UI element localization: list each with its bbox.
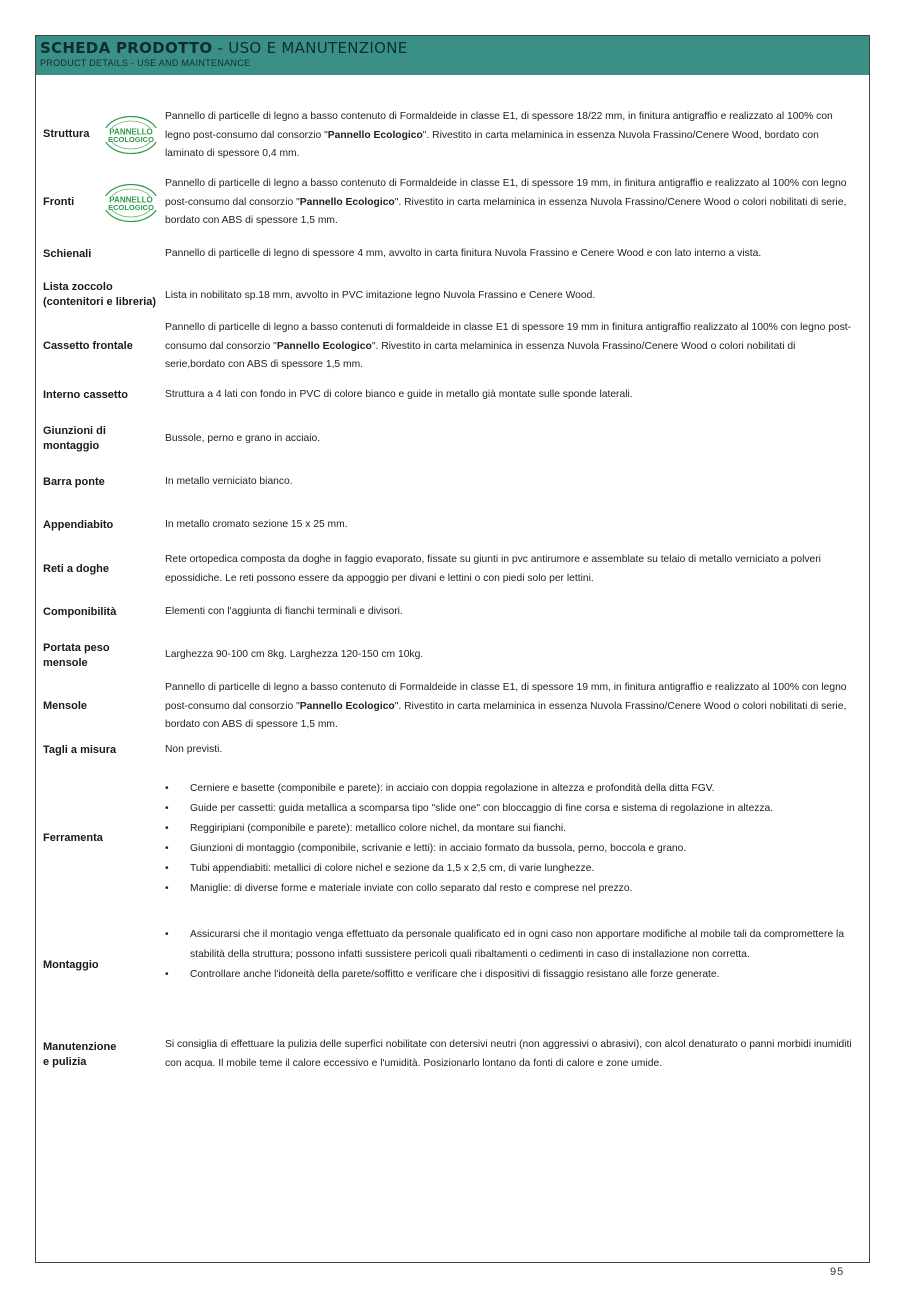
label-fronti: Fronti <box>43 196 75 208</box>
text-schienali: Pannello di particelle di legno di spessore 4 mm, avvolto in carta finitura Nuvola Frassino e Cenere Wood e con lato interno a vista. <box>165 248 762 259</box>
list-item: • Reggiripiani (componibile e parete): metallico colore nichel, da montare sui fianchi. <box>165 819 855 839</box>
page-frame <box>35 35 870 1263</box>
list-item: • Assicurarsi che il montagio venga effettuato da personale qualificato ed in ogni caso non apportare modifiche al mobile tali da compromettere la stabilità della struttura; possono infatti sussistere pericoli quali ribaltamenti o cedimenti in caso di installazione non corretta. <box>165 925 855 965</box>
label-componibilita: Componibilità <box>43 606 117 618</box>
svg-text:PANNELLO: PANNELLO <box>109 127 153 137</box>
header-title: SCHEDA PRODOTTO - USO E MANUTENZIONE <box>40 39 408 57</box>
page-number: 95 <box>830 1266 845 1278</box>
text-interno-cassetto: Struttura a 4 lati con fondo in PVC di colore bianco e guide in metallo già montate sulle sponde laterali. <box>165 389 633 400</box>
text-manutenzione: Si consiglia di effettuare la pulizia delle superfici nobilitate con detersivi neutri (non aggressivi o abrasivi), con alcol denaturato o panni morbidi inumiditi con acqua. Il mobile teme il calore eccessivo e l'umidità. Posizionarlo lontano da fonti di calore e zone umide. <box>165 1039 852 1069</box>
text-appendiabito: In metallo cromato sezione 15 x 25 mm. <box>165 519 348 530</box>
label-giunzioni: Giunzioni di montaggio <box>43 425 106 452</box>
text-portata-peso: Larghezza 90-100 cm 8kg. Larghezza 120-150 cm 10kg. <box>165 649 424 660</box>
label-portata-peso: Portata peso mensole <box>43 642 110 669</box>
text-lista-zoccolo: Lista in nobilitato sp.18 mm, avvolto in PVC imitazione legno Nuvola Frassino e Cenere Wood. <box>165 290 596 301</box>
text-struttura: Pannello di particelle di legno a basso contenuto di Formaldeide in classe E1, di spessore 18/22 mm, in finitura antigraffio e realizzato al 100% con legno post-consumo dal consorzio "Pannello Ecologico". Rivestito in carta melaminica in essenza Nuvola Frassino/Cenere Wood, bordato con laminato di spessore 0,4 mm. <box>165 111 833 159</box>
label-mensole: Mensole <box>43 700 88 712</box>
svg-text:ECOLOGICO: ECOLOGICO <box>108 203 154 212</box>
pannello-ecologico-logo <box>102 183 160 223</box>
svg-text:ECOLOGICO: ECOLOGICO <box>108 135 154 144</box>
label-barra-ponte: Barra ponte <box>43 476 105 488</box>
text-mensole: Pannello di particelle di legno a basso contenuto di Formaldeide in classe E1, di spessore 19 mm, in finitura antigraffio e realizzato al 100% con legno post-consumo dal consorzio "Pannello Ecologico". Rivestito in carta melaminica in essenza Nuvola Frassino/Cenere Wood o colori nobilitati di serie, bordato con ABS di spessore 1,5 mm. <box>165 682 847 730</box>
label-ferramenta: Ferramenta <box>43 832 103 844</box>
list-item: • Cerniere e basette (componibile e parete): in acciaio con doppia regolazione in altezza e profondità della ditta FGV. <box>165 779 855 799</box>
svg-text:PANNELLO: PANNELLO <box>109 195 153 205</box>
text-giunzioni: Bussole, perno e grano in acciaio. <box>165 433 321 444</box>
list-item: • Controllare anche l'idoneità della parete/soffitto e verificare che i dispositivi di fissaggio resistano alle forze generate. <box>165 965 855 985</box>
list-item: • Guide per cassetti: guida metallica a scomparsa tipo "slide one" con bloccaggio di fine corsa e sistema di regolazione in altezza. <box>165 799 855 819</box>
label-montaggio: Montaggio <box>43 959 99 971</box>
label-schienali: Schienali <box>43 248 92 260</box>
pannello-ecologico-logo <box>102 115 160 155</box>
label-manutenzione: Manutenzione e pulizia <box>43 1041 117 1068</box>
text-fronti: Pannello di particelle di legno a basso contenuto di Formaldeide in classe E1, di spessore 19 mm, in finitura antigraffio e realizzato al 100% con legno post-consumo dal consorzio "Pannello Ecologico". Rivestito in carta melaminica in essenza Nuvola Frassino/Cenere Wood o colori nobilitati di serie, bordato con ABS di spessore 1,5 mm. <box>165 178 847 226</box>
label-cassetto-frontale: Cassetto frontale <box>43 340 133 352</box>
label-struttura: Struttura <box>43 128 90 140</box>
list-item: • Giunzioni di montaggio (componibile, scrivanie e letti): in acciaio formato da bussola, perno, boccola e grano. <box>165 839 855 859</box>
label-interno-cassetto: Interno cassetto <box>43 389 128 401</box>
page-header <box>36 36 869 75</box>
text-cassetto-frontale: Pannello di particelle di legno a basso contenuti di formaldeide in classe E1 di spessore 19 mm in finitura antigraffio realizzato al 100% con legno post-consumo dal consorzio "Pannello Ecologico". Rivestito in carta melaminica in essenza Nuvola Frassino/Cenere Wood o colori nobilitati di serie,bordato con ABS di spessore 1,5 mm. <box>165 322 852 370</box>
label-tagli-a-misura: Tagli a misura <box>43 744 117 756</box>
list-montaggio <box>165 925 855 985</box>
header-subtitle: PRODUCT DETAILS - USE AND MAINTENANCE <box>40 58 251 68</box>
label-lista-zoccolo: Lista zoccolo (contenitori e libreria) <box>43 281 157 308</box>
text-tagli-a-misura: Non previsti. <box>165 744 223 755</box>
label-appendiabito: Appendiabito <box>43 519 114 531</box>
text-componibilita: Elementi con l'aggiunta di fianchi terminali e divisori. <box>165 606 403 617</box>
label-reti-a-doghe: Reti a doghe <box>43 563 110 575</box>
text-reti-a-doghe: Rete ortopedica composta da doghe in faggio evaporato, fissate su giunti in pvc antirumore e assemblate su telaio di metallo verniciato a polveri epossidiche. Le reti possono essere da appoggio per divani e lettini o con piedi solo per lettini. <box>165 554 821 584</box>
list-ferramenta <box>165 779 855 899</box>
list-item: • Maniglie: di diverse forme e materiale inviate con collo separato dal resto e comprese nel prezzo. <box>165 879 855 899</box>
text-barra-ponte: In metallo verniciato bianco. <box>165 476 293 487</box>
list-item: • Tubi appendiabiti: metallici di colore nichel e sezione da 1,5 x 2,5 cm, di varie lunghezze. <box>165 859 855 879</box>
